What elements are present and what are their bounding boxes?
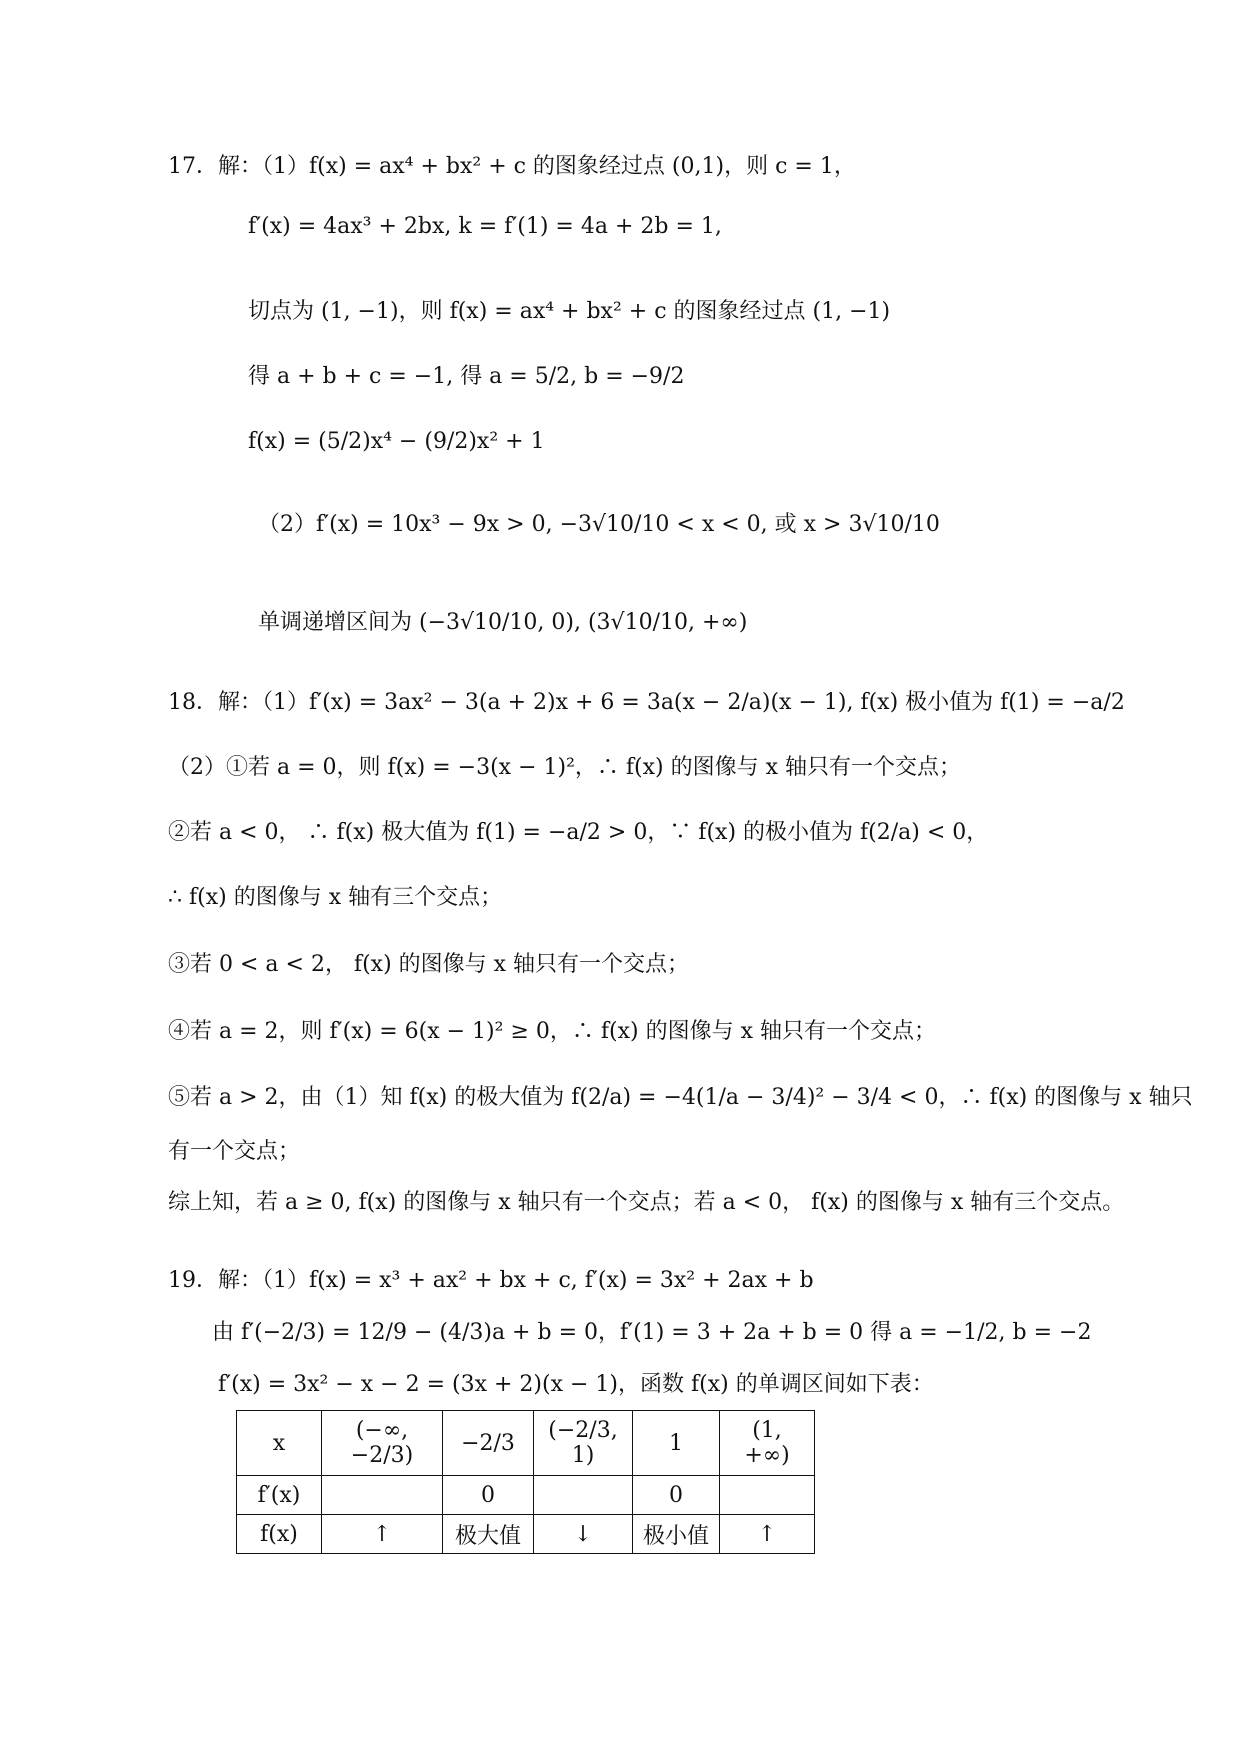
monotonicity-table [236,1410,815,1554]
table-cell [322,1476,443,1515]
table-cell: −2/3 [443,1411,534,1476]
p18-line-6: ④若 a = 2，则 f′(x) = 6(x − 1)² ≥ 0，∴ f(x) 的图像与 x 轴只有一个交点； [168,1019,936,1044]
p17-line-5: f(x) = (5/2)x⁴ − (9/2)x² + 1 [248,429,545,454]
p19-line-1: 19．解：（1）f(x) = x³ + ax² + bx + c, f′(x) = 3x² + 2ax + b [168,1268,814,1293]
table-cell: ↑ [322,1515,443,1554]
p18-line-9: 综上知，若 a ≥ 0, f(x) 的图像与 x 轴只有一个交点；若 a < 0， f(x) 的图像与 x 轴有三个交点。 [168,1190,1125,1215]
table-cell: (−∞, −2/3) [322,1411,443,1476]
table-cell: ↓ [534,1515,633,1554]
p19-line-2: 由 f′(−2/3) = 12/9 − (4/3)a + b = 0，f′(1) = 3 + 2a + b = 0 得 a = −1/2, b = −2 [212,1320,1092,1345]
p17-line-1: 17．解：（1）f(x) = ax⁴ + bx² + c 的图象经过点 (0,1)，则 c = 1， [168,154,856,179]
p18-line-4: ∴ f(x) 的图像与 x 轴有三个交点； [168,885,503,910]
p19-line-3: f′(x) = 3x² − x − 2 = (3x + 2)(x − 1)，函数 f(x) 的单调区间如下表： [218,1372,934,1397]
table-cell [534,1476,633,1515]
table-cell: f′(x) [237,1476,322,1515]
table-cell: 0 [633,1476,720,1515]
p18-line-2: （2）①若 a = 0，则 f(x) = −3(x − 1)²，∴ f(x) 的图像与 x 轴只有一个交点； [168,755,961,780]
table-cell: ↑ [720,1515,815,1554]
table-cell: (1, +∞) [720,1411,815,1476]
p18-line-1: 18．解：（1）f′(x) = 3ax² − 3(a + 2)x + 6 = 3a(x − 2/a)(x − 1), f(x) 极小值为 f(1) = −a/2 [168,690,1125,715]
table-cell: 极大值 [443,1515,534,1554]
table-row [237,1411,815,1476]
p17-line-3: 切点为 (1, −1)，则 f(x) = ax⁴ + bx² + c 的图象经过点 (1, −1) [248,299,891,324]
table-row [237,1476,815,1515]
table-cell [720,1476,815,1515]
table-cell: x [237,1411,322,1476]
p18-line-7: ⑤若 a > 2，由（1）知 f(x) 的极大值为 f(2/a) = −4(1/a − 3/4)² − 3/4 < 0，∴ f(x) 的图像与 x 轴只 [168,1085,1193,1110]
p17-line-6: （2）f′(x) = 10x³ − 9x > 0, −3√10/10 < x < 0, 或 x > 3√10/10 [258,512,940,537]
table-row [237,1515,815,1554]
p17-line-7: 单调递增区间为 (−3√10/10, 0), (3√10/10, +∞) [258,610,748,635]
p17-line-4: 得 a + b + c = −1, 得 a = 5/2, b = −9/2 [248,364,685,389]
p18-line-8: 有一个交点； [168,1139,301,1164]
p17-line-2: f′(x) = 4ax³ + 2bx, k = f′(1) = 4a + 2b = 1, [248,214,722,239]
p18-line-3: ②若 a < 0， ∴ f(x) 极大值为 f(1) = −a/2 > 0，∵ f(x) 的极小值为 f(2/a) < 0， [168,820,989,845]
table-cell: 极小值 [633,1515,720,1554]
table-cell: 1 [633,1411,720,1476]
p18-line-5: ③若 0 < a < 2， f(x) 的图像与 x 轴只有一个交点； [168,952,690,977]
table-cell: (−2/3, 1) [534,1411,633,1476]
table-cell: f(x) [237,1515,322,1554]
table-cell: 0 [443,1476,534,1515]
